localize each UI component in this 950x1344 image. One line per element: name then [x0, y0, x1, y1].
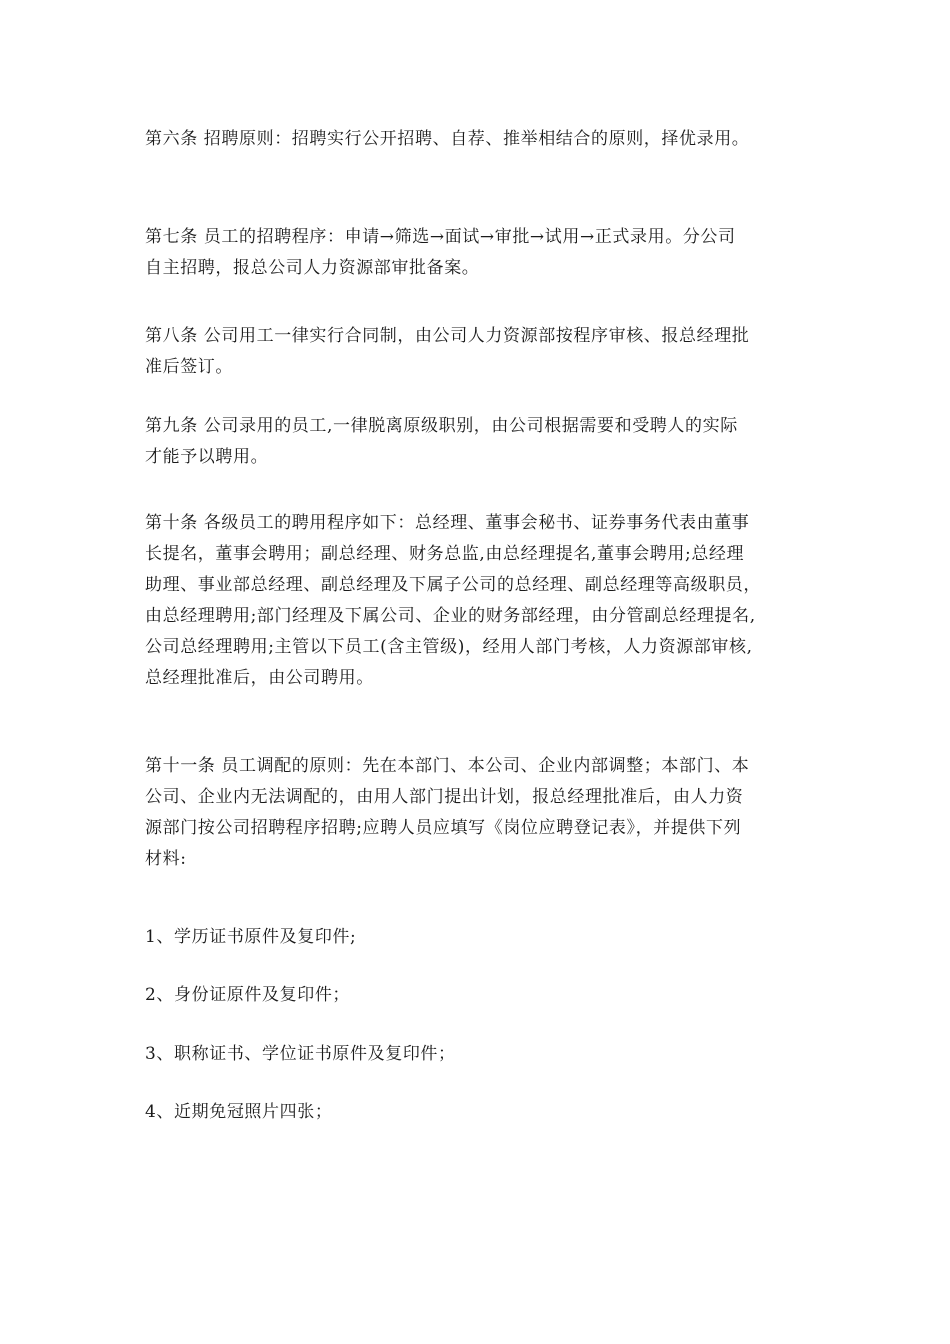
paragraph-line: 由总经理聘用;部门经理及下属公司、企业的财务部经理，由分管副总经理提名, — [145, 606, 756, 626]
paragraph-line: 准后签订。 — [145, 357, 233, 377]
article-7-paragraph — [145, 222, 815, 284]
article-8-paragraph — [145, 321, 815, 383]
article-10-paragraph — [145, 508, 815, 694]
paragraph-line: 第十一条 员工调配的原则：先在本部门、本公司、企业内部调整；本部门、本 — [145, 756, 750, 776]
paragraph-line: 第八条 公司用工一律实行合同制，由公司人力资源部按程序审核、报总经理批 — [145, 326, 750, 346]
list-item-4 — [145, 1097, 815, 1128]
paragraph-line: 总经理批准后，由公司聘用。 — [145, 668, 374, 688]
list-item-2 — [145, 980, 815, 1011]
paragraph-line: 助理、事业部总经理、副总经理及下属子公司的总经理、副总经理等高级职员， — [145, 575, 761, 595]
article-9-paragraph — [145, 411, 815, 473]
list-item-text: 1、学历证书原件及复印件; — [145, 927, 357, 947]
article-6-paragraph — [145, 124, 815, 155]
paragraph-line: 长提名，董事会聘用；副总经理、财务总监,由总经理提名,董事会聘用;总经理 — [145, 544, 745, 564]
paragraph-line: 自主招聘，报总公司人力资源部审批备案。 — [145, 258, 480, 278]
paragraph-line: 才能予以聘用。 — [145, 447, 269, 467]
list-item-text: 4、近期免冠照片四张； — [145, 1102, 333, 1122]
paragraph-line: 第七条 员工的招聘程序：申请→筛选→面试→审批→试用→正式录用。分公司 — [145, 227, 736, 247]
list-item-1 — [145, 922, 815, 953]
paragraph-line: 公司、企业内无法调配的，由用人部门提出计划，报总经理批准后，由人力资 — [145, 787, 744, 807]
list-item-text: 2、身份证原件及复印件； — [145, 985, 351, 1005]
paragraph-line: 第九条 公司录用的员工,一律脱离原级职别，由公司根据需要和受聘人的实际 — [145, 416, 738, 436]
paragraph-line: 源部门按公司招聘程序招聘;应聘人员应填写《岗位应聘登记表》，并提供下列 — [145, 818, 742, 838]
paragraph-line: 公司总经理聘用;主管以下员工(含主管级)，经用人部门考核，人力资源部审核, — [145, 637, 753, 657]
list-item-3 — [145, 1039, 815, 1070]
article-11-paragraph — [145, 751, 815, 875]
list-item-text: 3、职称证书、学位证书原件及复印件； — [145, 1044, 456, 1064]
paragraph-line: 材料: — [145, 849, 187, 869]
paragraph-line: 第十条 各级员工的聘用程序如下：总经理、董事会秘书、证券事务代表由董事 — [145, 513, 750, 533]
paragraph-line: 第六条 招聘原则：招聘实行公开招聘、自荐、推举相结合的原则，择优录用。 — [145, 129, 750, 149]
